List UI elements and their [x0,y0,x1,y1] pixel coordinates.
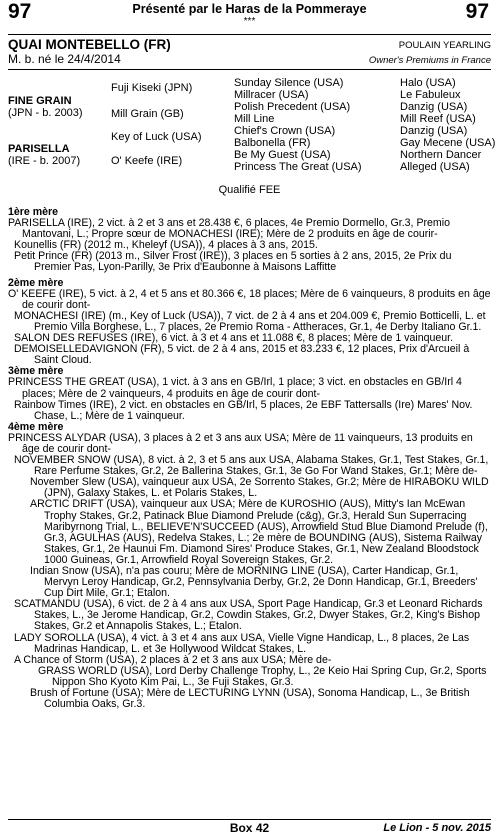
paragraph: DEMOISELLEDAVIGNON (FR), 5 vict. de 2 à 4 ans, 2015 et 83.233 €, 12 places, Prix d'Arcueil à Saint Cloud. [14,343,470,367]
pedigree-g4: O' Keefe (IRE) [111,155,183,167]
pedigree-ggg6: Gay Mecene (USA) [400,137,496,149]
premium-note: Owner's Premiums in France [368,55,491,66]
pedigree-gg1: Sunday Silence (USA) [234,77,344,89]
dam-name: PARISELLA [8,143,70,155]
horse-birth: M. b. né le 24/4/2014 [8,52,121,66]
pedigree-ggg7: Northern Dancer [400,149,482,161]
family-text [8,207,491,710]
pedigree-ggg3: Danzig (USA) [400,101,468,113]
paragraph: Kounellis (FR) (2012 m., Kheleyf (USA)), 4 places à 3 ans, 2015. [14,239,318,252]
pedigree-gg2: Millracer (USA) [234,89,309,101]
pedigree-gg8: Princess The Great (USA) [234,161,362,173]
pedigree-g2: Mill Grain (GB) [111,108,184,120]
dam-info: (IRE - b. 2007) [8,155,81,167]
sale-info: Le Lion - 5 nov. 2015 [383,822,491,834]
pedigree-ggg5: Danzig (USA) [400,125,468,137]
pedigree-ggg1: Halo (USA) [400,77,456,89]
section-heading: 4ème mère [8,420,64,433]
paragraph: LADY SOROLLA (USA), 4 vict. à 3 et 4 ans aux USA, Vielle Vigne Handicap, L., 8 places, 2e Las Madrinas Handicap, L. et 3e Hollywood Wildcat Stakes, L. [14,631,470,655]
pedigree-ggg2: Le Fabuleux [400,89,461,101]
stars: *** [243,16,256,27]
paragraph: November Slew (USA), vainqueur aux USA, 2e Sorrento Stakes, Gr.2; Mère de HIRABOKU WILD (JPN), Galaxy Stakes, L. et Polaris Stakes, L. [30,476,489,500]
paragraph: PRINCESS THE GREAT (USA), 1 vict. à 3 ans en GB/Irl, 1 place; 3 vict. en obstacles en GB/Irl 4 places; Mère de 2 vainqueurs, 4 produits en âge de courir dont- [8,376,462,400]
paragraph: MONACHESI (IRE) (m., Key of Luck (USA)), 7 vict. de 2 à 4 ans et 204.009 €, Premio Botticelli, L. et Premio Villa Borghese, L., 7 places, 2e Premio Roma - Attheraces, Gr.1, 4e Derby Italiano Gr.1. [14,309,486,333]
paragraph: NOVEMBER SNOW (USA), 8 vict. à 2, 3 et 5 ans aux USA, Alabama Stakes, Gr.1, Test Stakes, Gr.1, Rare Perfume Stakes, Gr.2, 2e Ballerina Stakes, Gr.1, 3e Go For Wand Stakes, Gr.1; Mère de- [14,454,489,478]
box-number: Box 42 [229,821,270,835]
paragraph: A Chance of Storm (USA), 2 places à 2 et 3 ans aux USA; Mère de- [14,653,332,666]
paragraph: SCATMANDU (USA), 6 vict. de 2 à 4 ans aux USA, Sport Page Handicap, Gr.3 et Leonard Richards Stakes, L., 3e Jerome Handicap, Gr.2, Cowdin Stakes, Gr.2, Dwyer Stakes, Gr.2, King's Bishop Stakes, Gr.2 et Annapolis Stakes, L.; Etalon. [14,598,483,633]
pedigree-gg7: Be My Guest (USA) [234,149,331,161]
divider [8,34,491,35]
pedigree-gg5: Chief's Crown (USA) [234,125,336,137]
horse-sex: POULAIN YEARLING [398,40,491,51]
lot-number-right: 97 [465,0,489,23]
section-heading: 1ère mère [8,206,59,218]
divider [8,69,491,70]
pedigree-gg4: Mill Line [234,113,275,125]
paragraph: SALON DES REFUSES (IRE), 6 vict. à 3 et 4 ans et 11.088 €, 8 places; Mère de 1 vainqueur. [14,332,454,345]
paragraph: O' KEEFE (IRE), 5 vict. à 2, 4 et 5 ans et 80.366 €, 18 places; Mère de 6 vainqueurs, 8 produits en âge de courir dont- [8,287,491,311]
sire-name: FINE GRAIN [8,95,72,107]
lot-number-left: 97 [8,0,32,23]
pedigree-gg6: Balbonella (FR) [234,137,311,149]
paragraph: Brush of Fortune (USA); Mère de LECTURING LYNN (USA), Sonoma Handicap, L., 3e British Columbia Oaks, Gr.3. [30,687,470,711]
paragraph: Indian Snow (USA), n'a pas couru; Mère de MORNING LINE (USA), Carter Handicap, Gr.1, Mervyn Leroy Handicap, Gr.2, Pennsylvania Derby, Gr.2, 2e Donn Handicap, Gr.1, Breeders' Cup Dirt Mile, Gr.1; Etalon. [30,565,478,600]
paragraph: PARISELLA (IRE), 2 vict. à 2 et 3 ans et 28.438 €, 6 places, 4e Premio Dormello, Gr.3, Premio Mantovani, L.; Propre sœur de MONACHESI (IRE); Mère de 2 produits en âge de courir- [8,217,451,241]
section-heading: 2ème mère [8,276,64,289]
divider [8,819,491,820]
qualification: Qualifié FEE [218,184,281,196]
pedigree-gg3: Polish Precedent (USA) [234,101,351,113]
paragraph: Rainbow Times (IRE), 2 vict. en obstacles en GB/Irl, 5 places, 2e EBF Tattersalls (Ire) Mares' Nov. Chase, L.; Mère de 1 vainqueur. [14,398,473,422]
horse-name: QUAI MONTEBELLO (FR) [8,37,171,52]
consignor-line: Présenté par le Haras de la Pommeraye [132,2,367,16]
pedigree-ggg4: Mill Reef (USA) [400,113,476,125]
sire-info: (JPN - b. 2003) [8,107,83,119]
pedigree-g3: Key of Luck (USA) [111,131,202,143]
paragraph: PRINCESS ALYDAR (USA), 3 places à 2 et 3 ans aux USA; Mère de 11 vainqueurs, 13 produits en âge de courir dont- [8,431,473,455]
pedigree-g1: Fuji Kiseki (JPN) [111,82,193,94]
paragraph: Petit Prince (FR) (2013 m., Silver Frost (IRE)), 3 places en 5 sorties à 2 ans, 2015, 2e Prix du Premier Pas, Lyon-Parilly, 3e Prix d'Eaubonne à Maisons Laffitte [14,250,452,274]
paragraph: GRASS WORLD (USA), Lord Derby Challenge Trophy, L., 2e Keio Hai Spring Cup, Gr.2, Sports Nippon Sho Kyoto Kim Pai, L., 3e Fuji Stakes, Gr.3. [38,664,487,688]
paragraph: ARCTIC DRIFT (USA), vainqueur aux USA; Mère de KUROSHIO (AUS), Mitty's Ian McEwan Trophy Stakes, Gr.2, Patinack Blue Diamond Prelude (c&g), Gr.3, Herald Sun Superracing Maribyrnong Trial, L., BELIEVE'N'SUCCEED (AUS), Arrowfield Stud Blue Diamond Prelude (f), Gr.3, AGULHAS (AUS), Redelva Stakes, L.; 2e mère de BOUNDING (AUS), Sistema Railway Stakes, Gr.1, 2e Haunui Fm. Diamond Sires' Produce Stakes, Gr.1, New Zealand Bloodstock 1000 Guineas, Gr.1, Arrowfield Royal Sovereign Stakes, Gr.2. [30,498,488,566]
section-heading: 3ème mère [8,365,64,378]
pedigree-ggg8: Alleged (USA) [400,161,470,173]
